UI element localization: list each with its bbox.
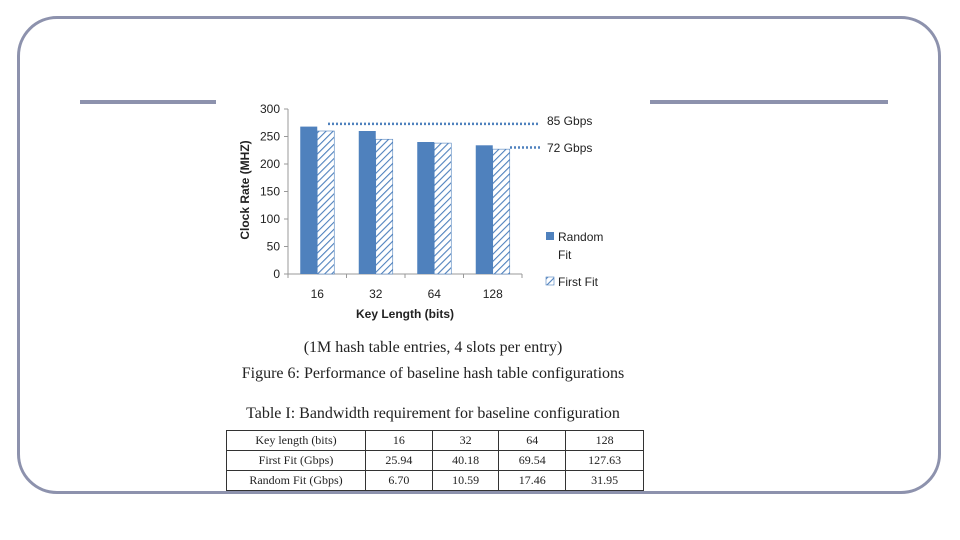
bar-first-fit <box>376 139 393 274</box>
legend-swatch-first-fit <box>546 277 554 285</box>
decorative-line-left <box>80 100 216 104</box>
y-tick-label: 300 <box>259 102 280 116</box>
table-header-row <box>227 431 644 451</box>
bar-random-fit <box>476 145 493 274</box>
table-cell: First Fit (Gbps) <box>227 451 366 471</box>
figure-subcaption: (1M hash table entries, 4 slots per entry) <box>303 339 563 356</box>
decorative-line-right <box>650 100 888 104</box>
bar-first-fit <box>493 149 510 274</box>
y-tick-label: 200 <box>259 157 280 171</box>
y-tick-label: 50 <box>266 239 280 254</box>
x-tick-label: 32 <box>369 287 383 301</box>
y-tick-label: 100 <box>259 212 280 226</box>
y-tick-label: 0 <box>273 267 280 281</box>
bar-chart <box>220 95 640 335</box>
legend-swatch-random-fit <box>546 232 554 240</box>
table-cell: 6.70 <box>366 471 433 491</box>
y-axis-title: Clock Rate (MHZ) <box>238 140 252 240</box>
table-cell: Key length (bits) <box>227 431 366 451</box>
legend-label-random-fit: Random <box>558 230 604 244</box>
figure-caption: Figure 6: Performance of baseline hash table configurations <box>241 365 625 382</box>
table-cell: 64 <box>499 431 566 451</box>
bar-random-fit <box>300 127 317 274</box>
bar-random-fit <box>417 142 434 274</box>
table-cell: 31.95 <box>566 471 644 491</box>
table-row <box>227 451 644 471</box>
x-tick-label: 16 <box>310 287 324 301</box>
x-tick-label: 64 <box>427 287 441 301</box>
bandwidth-table <box>226 430 644 491</box>
table-cell: Random Fit (Gbps) <box>227 471 366 491</box>
table-cell: 17.46 <box>499 471 566 491</box>
table-cell: 40.18 <box>432 451 499 471</box>
table-cell: 16 <box>366 431 433 451</box>
table-row <box>227 471 644 491</box>
table-cell: 69.54 <box>499 451 566 471</box>
reference-line-label: 72 Gbps <box>547 141 593 155</box>
table-cell: 32 <box>432 431 499 451</box>
table-caption: Table I: Bandwidth requirement for baseline configuration <box>246 405 620 422</box>
y-tick-label: 250 <box>259 129 280 144</box>
legend-label-first-fit: First Fit <box>558 275 598 289</box>
reference-line-label: 85 Gbps <box>547 114 593 128</box>
legend-label-random-fit: Fit <box>558 248 572 262</box>
table-cell: 128 <box>566 431 644 451</box>
table-cell: 10.59 <box>432 471 499 491</box>
table-cell: 127.63 <box>566 451 644 471</box>
bar-random-fit <box>359 131 376 274</box>
bar-first-fit <box>317 131 334 274</box>
table-cell: 25.94 <box>366 451 433 471</box>
x-tick-label: 128 <box>482 287 503 301</box>
y-tick-label: 150 <box>259 184 280 199</box>
x-axis-title: Key Length (bits) <box>356 307 454 321</box>
bar-first-fit <box>434 143 451 274</box>
